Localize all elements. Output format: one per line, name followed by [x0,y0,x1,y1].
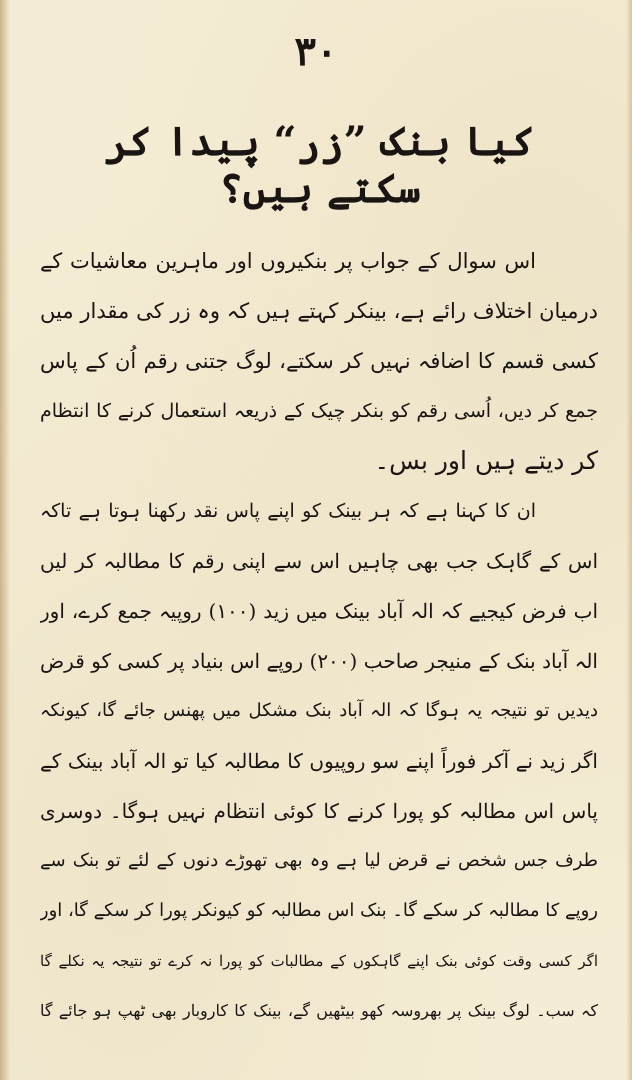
text-line: الہ آباد بنک کے منیجر صاحب (۲۰۰) روپے اس بنیاد پر کسی کو قرض [40,649,598,673]
text-line: کسی قسم کا اضافہ نہیں کر سکتے، لوگ جتنی رقم اُن کے پاس [40,349,598,373]
text-line: اگر کسی وقت کوئی بنک اپنے گاہکوں کے مطالبات کو پورا نہ کرے تو نتیجہ یہ نکلے گا [40,952,598,970]
text-line: جمع کر دیں، اُسی رقم کو بنکر چیک کے ذریعہ استعمال کرنے کا انتظام [40,400,598,422]
text-line: کر دیتے ہیں اور بس۔ [374,446,598,475]
text-line: ان کا کہنا ہے کہ ہر بینک کو اپنے پاس نقد رکھنا ہوتا ہے تاکہ [40,500,536,522]
chapter-title: کیا بنک ”زر“ پیدا کر سکتے ہیں؟ [105,118,535,212]
text-line: طرف جس شخص نے قرض لیا ہے وہ بھی تھوڑے دنوں کے لئے تو بنک سے [40,850,598,871]
paragraph-1 [40,236,598,486]
paragraph-2 [40,486,598,1036]
text-line: اب فرض کیجیے کہ الہ آباد بینک میں زید (۱۰۰) روپیہ جمع کرے، اور [40,599,598,623]
page-edge-shadow-right [626,0,632,1080]
text-line: دیدیں تو نتیجہ یہ ہوگا کہ الہ آباد بنک مشکل میں پھنس جائے گا، کیونکہ [40,700,598,721]
body-text [40,236,598,1036]
text-line: روپے کا مطالبہ کر سکے گا۔ بنک اس مطالبہ کو کیونکر پورا کر سکے گا، اور [40,900,598,921]
text-line: اگر زید نے آکر فوراً اپنے سو روپیوں کا مطالبہ کیا تو الہ آباد بینک کے [40,749,598,773]
text-line: اس سوال کے جواب پر بنکیروں اور ماہرین معاشیات کے [40,249,536,273]
page-edge-shadow-left [0,0,10,1080]
text-line: اس کے گاہک جب بھی چاہیں اس سے اپنی رقم کا مطالبہ کر لیں [40,549,598,573]
text-line: پاس اس مطالبہ کو پورا کرنے کا کوئی انتظام نہیں ہوگا۔ دوسری [40,799,598,823]
text-line: درمیان اختلاف رائے ہے، بینکر کہتے ہیں کہ وہ زر کی مقدار میں [40,299,598,323]
text-line: کہ سب۔ لوگ بینک پر بھروسہ کھو بیٹھیں گے، بینک کا کاروبار بھی ٹھپ ہو جائے گا [40,1001,598,1020]
page-number: ۳۰ [294,28,338,75]
